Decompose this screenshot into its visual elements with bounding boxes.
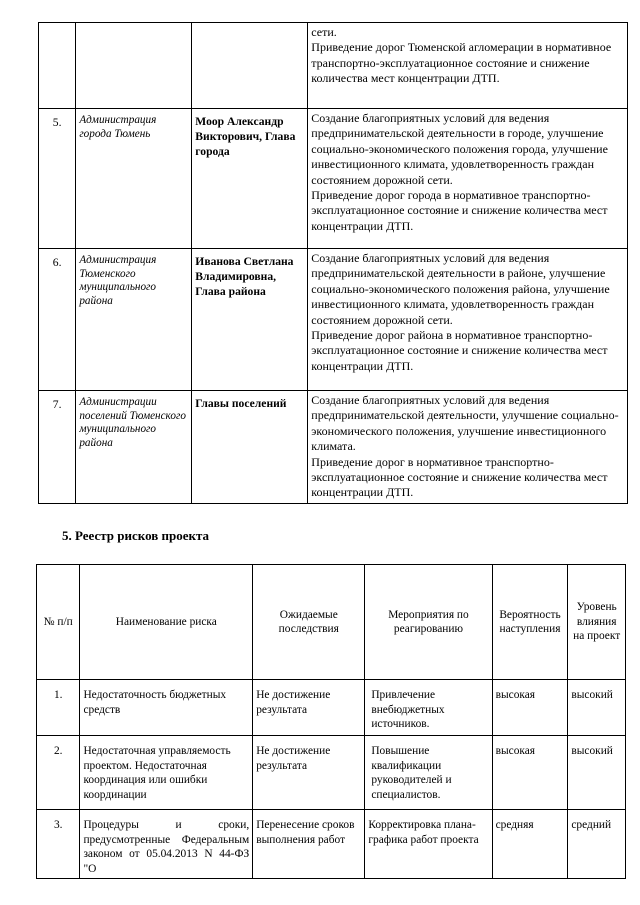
interests-paragraph: Приведение дорог в нормативное транспортно-эксплуатационное состояние и снижение количества мест концентрации ДТП. [311, 454, 608, 500]
risk-measures: Привлечение внебюджетных источников. [365, 680, 492, 736]
table-row [37, 736, 626, 810]
risk-impact: высокий [568, 736, 626, 810]
risk-measures: Корректировка плана-графика работ проекта [365, 810, 492, 879]
interests-cell [308, 109, 628, 249]
risk-impact: средний [568, 810, 626, 879]
row-number: 5. [39, 109, 76, 249]
organization-cell: Администрации поселений Тюменского муниципального района [76, 391, 192, 504]
table-row [39, 109, 628, 249]
stakeholders-table [38, 22, 628, 504]
risk-number: 1. [37, 680, 80, 736]
interests-cell [308, 249, 628, 391]
header-risk-name: Наименование риска [80, 565, 253, 680]
risk-consequence: Не достижение результата [253, 736, 365, 810]
table-row [39, 391, 628, 504]
risk-consequence: Не достижение результата [253, 680, 365, 736]
table-row [37, 680, 626, 736]
interests-paragraph: сети. [311, 25, 337, 39]
risk-probability: высокая [492, 736, 568, 810]
organization-cell [76, 23, 192, 109]
row-number: 7. [39, 391, 76, 504]
interests-cell [308, 23, 628, 109]
interests-paragraph: Создание благоприятных условий для ведения предпринимательской деятельности в городе, улучшение социально-экономического положения города, улучшение инвестиционного климата, удовлетворенность граждан состоянием дорожной сети. [311, 111, 608, 187]
risk-name: Недостаточность бюджетных средств [80, 680, 253, 736]
risk-name: Процедуры и сроки, предусмотренные Федеральным законом от 05.04.2013 N 44-ФЗ "О [80, 810, 253, 879]
table-header-row [37, 565, 626, 680]
risk-register-table [36, 564, 626, 879]
risk-measures: Повышение квалификации руководителей и специалистов. [365, 736, 492, 810]
interests-paragraph: Создание благоприятных условий для ведения предпринимательской деятельности в районе, улучшение социально-экономического положения района, улучшение инвестиционного климата, удовлетворенность граждан состоянием дорожной сети. [311, 251, 610, 327]
interests-paragraph: Приведение дорог Тюменской агломерации в нормативное транспортно-эксплуатационное состояние и снижение количества мест концентрации ДТП. [311, 40, 612, 86]
table-row [39, 23, 628, 109]
responsible-person-cell: Главы поселений [192, 391, 308, 504]
responsible-person-cell [192, 23, 308, 109]
responsible-person-cell: Моор Александр Викторович, Глава города [192, 109, 308, 249]
risk-number: 2. [37, 736, 80, 810]
section-heading: 5. Реестр рисков проекта [62, 528, 210, 543]
header-probability: Вероятность наступления [492, 565, 568, 680]
risk-consequence: Перенесение сроков выполнения работ [253, 810, 365, 879]
risk-number: 3. [37, 810, 80, 879]
interests-cell [308, 391, 628, 504]
header-measures: Мероприятия по реагированию [365, 565, 492, 680]
header-impact: Уровень влияния на проект [568, 565, 626, 680]
organization-cell: Администрация Тюменского муниципального района [76, 249, 192, 391]
row-number [39, 23, 76, 109]
interests-paragraph: Приведение дорог города в нормативное транспортно-эксплуатационное состояние и снижение количества мест концентрации ДТП. [311, 188, 608, 233]
row-number: 6. [39, 249, 76, 391]
header-consequences: Ожидаемые последствия [253, 565, 365, 680]
risk-probability: высокая [492, 680, 568, 736]
organization-cell: Администрация города Тюмень [76, 109, 192, 249]
interests-paragraph: Создание благоприятных условий для ведения предпринимательской деятельности, улучшение социально-экономического положения, улучшение инвестиционного климата. [311, 393, 619, 454]
risk-probability: средняя [492, 810, 568, 879]
table-row [37, 810, 626, 879]
interests-paragraph: Приведение дорог района в нормативное транспортно-эксплуатационное состояние и снижение количества мест концентрации ДТП. [311, 328, 608, 373]
table-row [39, 249, 628, 391]
risk-impact: высокий [568, 680, 626, 736]
responsible-person-cell: Иванова Светлана Владимировна, Глава района [192, 249, 308, 391]
header-number: № п/п [37, 565, 80, 680]
risk-name: Недостаточная управляемость проектом. Недостаточная координация или ошибки координации [80, 736, 253, 810]
